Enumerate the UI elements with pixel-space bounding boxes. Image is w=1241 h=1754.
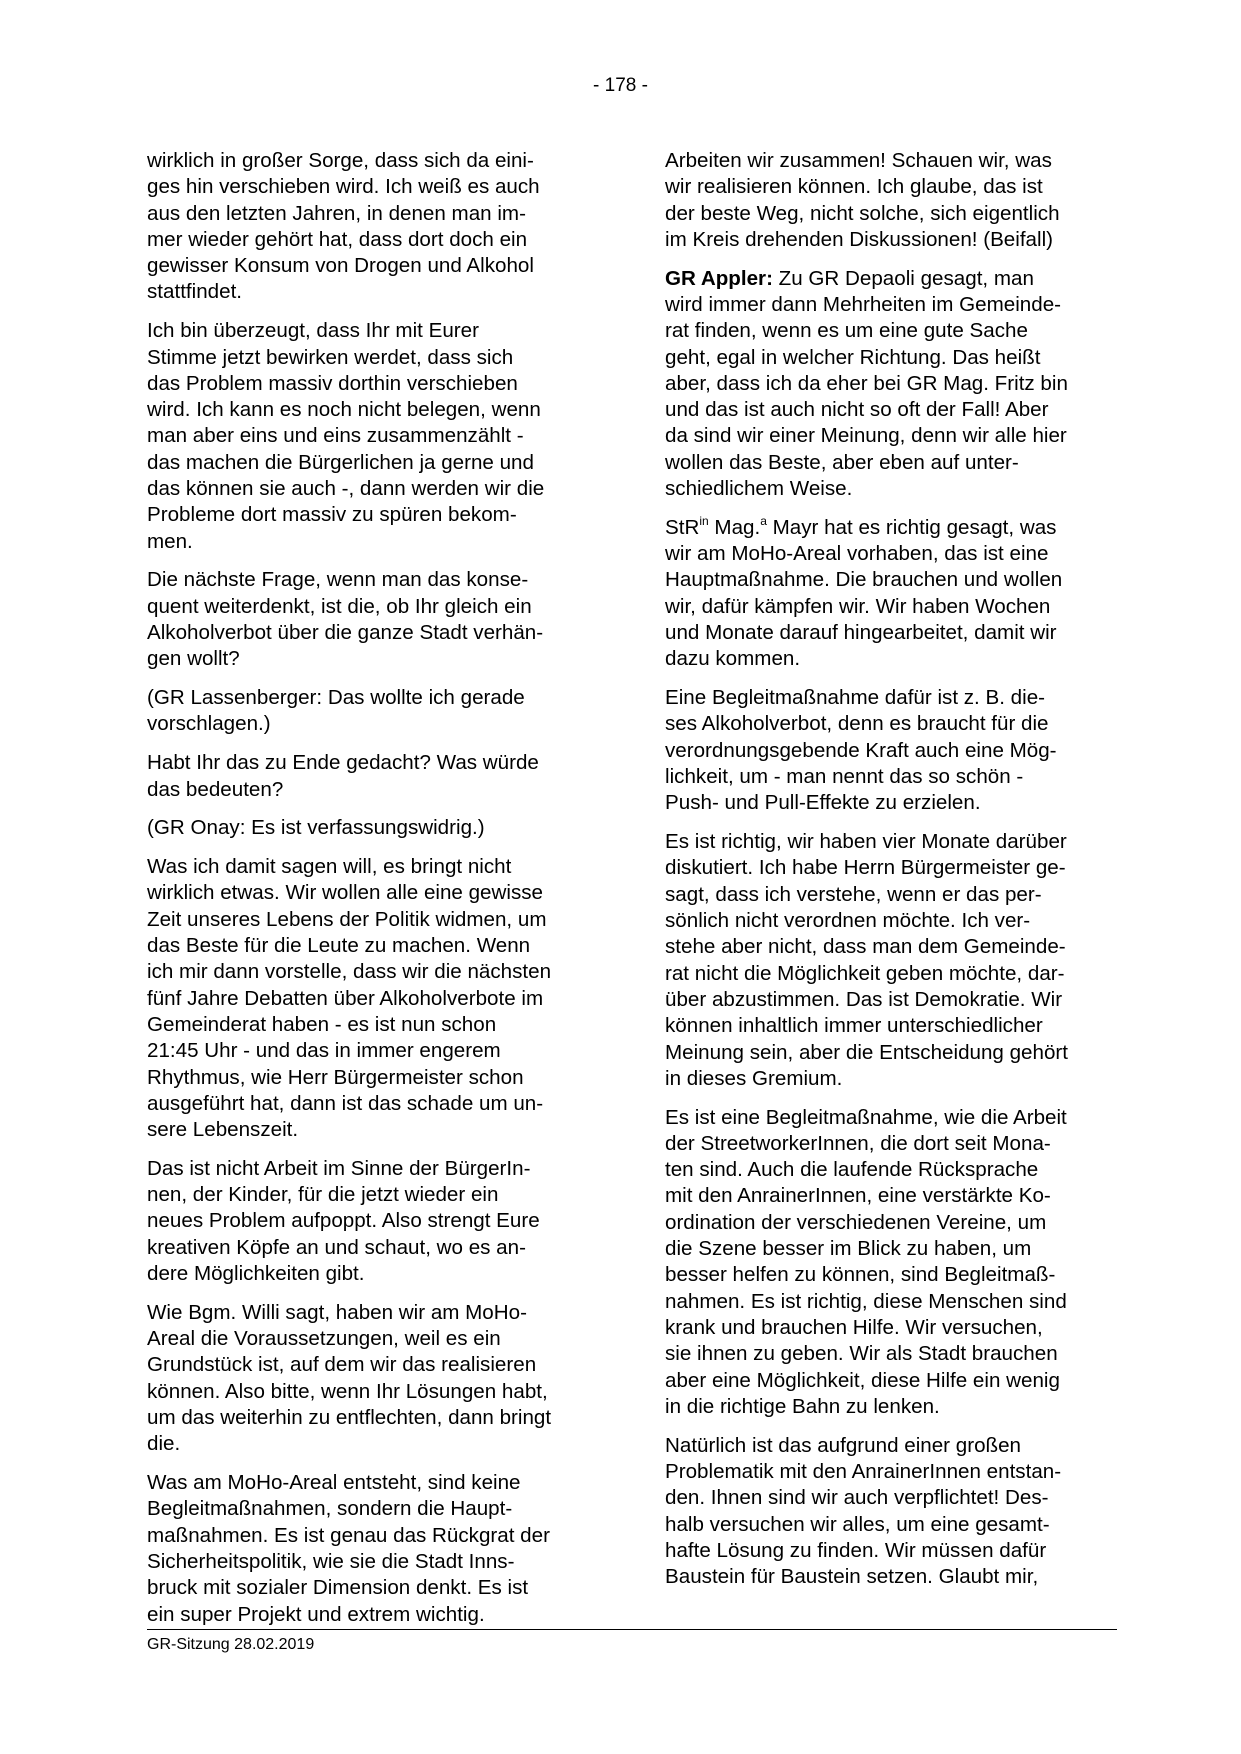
text-line: Das ist nicht Arbeit im Sinne der BürgerIn- <box>147 1156 531 1180</box>
paragraph <box>665 1433 1118 1591</box>
text-line: um das weiterhin zu entflechten, dann bringt <box>147 1406 552 1430</box>
text-line: und Monate darauf hingearbeitet, damit wir <box>665 621 1057 645</box>
text-line: mit den AnrainerInnen, eine verstärkte Ko- <box>665 1184 1051 1208</box>
text-line: diskutiert. Ich habe Herrn Bürgermeister ge- <box>665 856 1066 880</box>
text-line: dere Möglichkeiten gibt. <box>147 1262 365 1286</box>
text-line: wirklich in großer Sorge, dass sich da eini- <box>147 149 534 172</box>
right-column <box>665 148 1118 1603</box>
text-line <box>665 266 1118 292</box>
text-fragment: Mayr hat es richtig gesagt, was <box>766 515 1057 539</box>
text-line: quent weiterdenkt, ist die, ob Ihr gleich ein <box>147 594 532 618</box>
text-line: in dieses Gremium. <box>665 1066 843 1090</box>
text-line: Gemeinderat haben - es ist nun schon <box>147 1012 497 1036</box>
text-line: bruck mit sozialer Dimension denkt. Es ist <box>147 1576 529 1600</box>
speaker-name: GR Appler: <box>665 266 773 290</box>
text-line: und das ist auch nicht so oft der Fall! Aber <box>665 398 1049 422</box>
text-line: Es ist richtig, wir haben vier Monate darüber <box>665 830 1067 854</box>
text-line: wollen das Beste, aber eben auf unter- <box>665 450 1019 474</box>
text-line: das Beste für die Leute zu machen. Wenn <box>147 934 531 958</box>
text-line: wird. Ich kann es noch nicht belegen, wenn <box>147 398 541 422</box>
text-line: Wie Bgm. Willi sagt, haben wir am MoHo- <box>147 1300 527 1324</box>
text-line: mer wieder gehört hat, dass dort doch ein <box>147 227 528 251</box>
text-line: Es ist eine Begleitmaßnahme, wie die Arbeit <box>665 1105 1067 1129</box>
text-line: nen, der Kinder, für die jetzt wieder ein <box>147 1183 499 1207</box>
text-line: Push- und Pull-Effekte zu erzielen. <box>665 791 981 815</box>
text-line: (GR Lassenberger: Das wollte ich gerade <box>147 686 525 710</box>
footer-session-date: GR-Sitzung 28.02.2019 <box>147 1636 315 1653</box>
page-number: - 178 - <box>593 75 648 96</box>
text-line: das bedeuten? <box>147 777 284 801</box>
text-line: ein super Projekt und extrem wichtig. <box>147 1602 485 1626</box>
left-column <box>147 148 599 1640</box>
text-line: die Szene besser im Blick zu haben, um <box>665 1237 1032 1261</box>
title-abbreviation: StR <box>665 515 700 539</box>
text-fragment: Mag. <box>708 515 761 539</box>
text-line: gewisser Konsum von Drogen und Alkohol <box>147 254 534 278</box>
text-line: verordnungsgebende Kraft auch eine Mög- <box>665 738 1057 762</box>
text-line: über abzustimmen. Das ist Demokratie. Wir <box>665 987 1063 1011</box>
text-line: kreativen Köpfe an und schaut, wo es an- <box>147 1235 526 1259</box>
text-line: wird immer dann Mehrheiten im Gemeinde- <box>665 292 1062 316</box>
text-line: aus den letzten Jahren, in denen man im- <box>147 201 526 225</box>
text-line: Habt Ihr das zu Ende gedacht? Was würde <box>147 751 539 775</box>
text-line: halb versuchen wir alles, um eine gesamt- <box>665 1512 1050 1536</box>
text-line: das machen die Bürgerlichen ja gerne und <box>147 450 534 474</box>
text-line: rat finden, wenn es um eine gute Sache <box>665 319 1028 343</box>
text-line: Arbeiten wir zusammen! Schauen wir, was <box>665 149 1052 172</box>
text-line: man aber eins und eins zusammenzählt - <box>147 424 524 448</box>
text-line: Meinung sein, aber die Entscheidung gehört <box>665 1040 1068 1064</box>
text-line: Grundstück ist, auf dem wir das realisieren <box>147 1353 537 1377</box>
text-line: das können sie auch -, dann werden wir die <box>147 477 545 501</box>
text-line: nahmen. Es ist richtig, diese Menschen sind <box>665 1289 1067 1313</box>
superscript: in <box>699 514 709 528</box>
text-line: lichkeit, um - man nennt das so schön - <box>665 765 1024 789</box>
paragraph <box>665 515 1118 673</box>
text-line: hafte Lösung zu finden. Wir müssen dafür <box>665 1538 1047 1562</box>
text-line: Hauptmaßnahme. Die brauchen und wollen <box>665 568 1063 592</box>
text-line: Probleme dort massiv zu spüren bekom- <box>147 503 517 527</box>
text-line: (GR Onay: Es ist verfassungswidrig.) <box>147 816 485 840</box>
text-line: krank und brauchen Hilfe. Wir versuchen, <box>665 1315 1043 1339</box>
paragraph <box>665 829 1118 1092</box>
text-line: können. Also bitte, wenn Ihr Lösungen habt, <box>147 1379 548 1403</box>
paragraph <box>147 750 599 803</box>
text-line: rat nicht die Möglichkeit geben möchte, dar- <box>665 961 1065 985</box>
text-line: den. Ihnen sind wir auch verpflichtet! Des- <box>665 1486 1049 1510</box>
text-line: dazu kommen. <box>665 647 801 671</box>
text-line: Was ich damit sagen will, es bringt nicht <box>147 855 512 879</box>
paragraph <box>147 1470 599 1628</box>
paragraph <box>665 1105 1118 1421</box>
text-line: wirklich etwas. Wir wollen alle eine gewisse <box>147 881 543 905</box>
text-line: da sind wir einer Meinung, denn wir alle hier <box>665 424 1067 448</box>
text-line: ich mir dann vorstelle, dass wir die nächsten <box>147 960 552 984</box>
text-line: das Problem massiv dorthin verschieben <box>147 371 518 395</box>
paragraph <box>147 567 599 672</box>
text-line: ausgeführt hat, dann ist das schade um un- <box>147 1091 544 1115</box>
paragraph <box>147 148 599 306</box>
paragraph <box>147 318 599 555</box>
text-line: Baustein für Baustein setzen. Glaubt mir, <box>665 1565 1039 1589</box>
text-fragment: Zu GR Depaoli gesagt, man <box>772 266 1034 290</box>
text-line: ten sind. Auch die laufende Rücksprache <box>665 1158 1039 1182</box>
text-line <box>665 515 1118 541</box>
text-line: Problematik mit den AnrainerInnen entstan- <box>665 1459 1062 1483</box>
text-line: men. <box>147 529 193 553</box>
text-line: schiedlichem Weise. <box>665 477 853 501</box>
text-line: maßnahmen. Es ist genau das Rückgrat der <box>147 1523 550 1547</box>
text-line: der StreetworkerInnen, die dort seit Mona- <box>665 1131 1051 1155</box>
text-line: Sicherheitspolitik, wie sie die Stadt Inns- <box>147 1550 515 1574</box>
text-line: gen wollt? <box>147 647 240 671</box>
paragraph <box>665 685 1118 816</box>
text-line: Areal die Voraussetzungen, weil es ein <box>147 1327 501 1351</box>
text-line: in die richtige Bahn zu lenken. <box>665 1394 940 1418</box>
paragraph <box>665 148 1118 253</box>
text-line: Begleitmaßnahmen, sondern die Haupt- <box>147 1497 513 1521</box>
text-line: geht, egal in welcher Richtung. Das heißt <box>665 345 1041 369</box>
text-line: ordination der verschiedenen Vereine, um <box>665 1210 1047 1234</box>
text-line: Die nächste Frage, wenn man das konse- <box>147 568 529 592</box>
text-line: sie ihnen zu geben. Wir als Stadt brauchen <box>665 1342 1058 1366</box>
text-line: besser helfen zu können, sind Begleitmaß- <box>665 1263 1056 1287</box>
paragraph <box>147 1156 599 1287</box>
interjection <box>147 685 599 738</box>
text-line: 21:45 Uhr - und das in immer engerem <box>147 1039 501 1063</box>
text-line: wir realisieren können. Ich glaube, das ist <box>665 175 1043 199</box>
text-line: Eine Begleitmaßnahme dafür ist z. B. die- <box>665 686 1046 710</box>
text-line: Alkoholverbot über die ganze Stadt verhän- <box>147 621 544 645</box>
text-line: können inhaltlich immer unterschiedlicher <box>665 1014 1043 1038</box>
text-line: der beste Weg, nicht solche, sich eigentlich <box>665 201 1060 225</box>
paragraph <box>147 1300 599 1458</box>
superscript: a <box>760 514 767 528</box>
text-line: Rhythmus, wie Herr Bürgermeister schon <box>147 1065 524 1089</box>
text-line: vorschlagen.) <box>147 712 271 736</box>
text-line: ses Alkoholverbot, denn es braucht für die <box>665 712 1049 736</box>
text-line: ges hin verschieben wird. Ich weiß es auch <box>147 175 540 199</box>
text-line: Stimme jetzt bewirken werdet, dass sich <box>147 345 514 369</box>
text-line: stehe aber nicht, dass man dem Gemeinde- <box>665 935 1066 959</box>
text-line: Natürlich ist das aufgrund einer großen <box>665 1433 1022 1457</box>
text-line: aber, dass ich da eher bei GR Mag. Fritz bin <box>665 371 1068 395</box>
text-line: Zeit unseres Lebens der Politik widmen, um <box>147 907 547 931</box>
text-line: Ich bin überzeugt, dass Ihr mit Eurer <box>147 319 479 343</box>
text-line: aber eine Möglichkeit, diese Hilfe ein wenig <box>665 1368 1060 1392</box>
text-line: sagt, dass ich verstehe, wenn er das per- <box>665 882 1042 906</box>
text-line: im Kreis drehenden Diskussionen! (Beifall) <box>665 227 1054 251</box>
speech-paragraph <box>665 266 1118 503</box>
text-line: Was am MoHo-Areal entsteht, sind keine <box>147 1471 521 1495</box>
footer-divider <box>147 1629 1117 1630</box>
text-line: wir am MoHo-Areal vorhaben, das ist eine <box>665 542 1049 566</box>
text-line: fünf Jahre Debatten über Alkoholverbote im <box>147 986 544 1010</box>
text-line: neues Problem aufpoppt. Also strengt Eure <box>147 1209 540 1233</box>
text-line: stattfindet. <box>147 280 243 304</box>
text-line: die. <box>147 1432 181 1456</box>
paragraph <box>147 854 599 1143</box>
text-line: wir, dafür kämpfen wir. Wir haben Wochen <box>665 594 1051 618</box>
text-line: sönlich nicht verordnen möchte. Ich ver- <box>665 909 1031 933</box>
interjection <box>147 815 599 841</box>
text-line: sere Lebenszeit. <box>147 1118 299 1142</box>
